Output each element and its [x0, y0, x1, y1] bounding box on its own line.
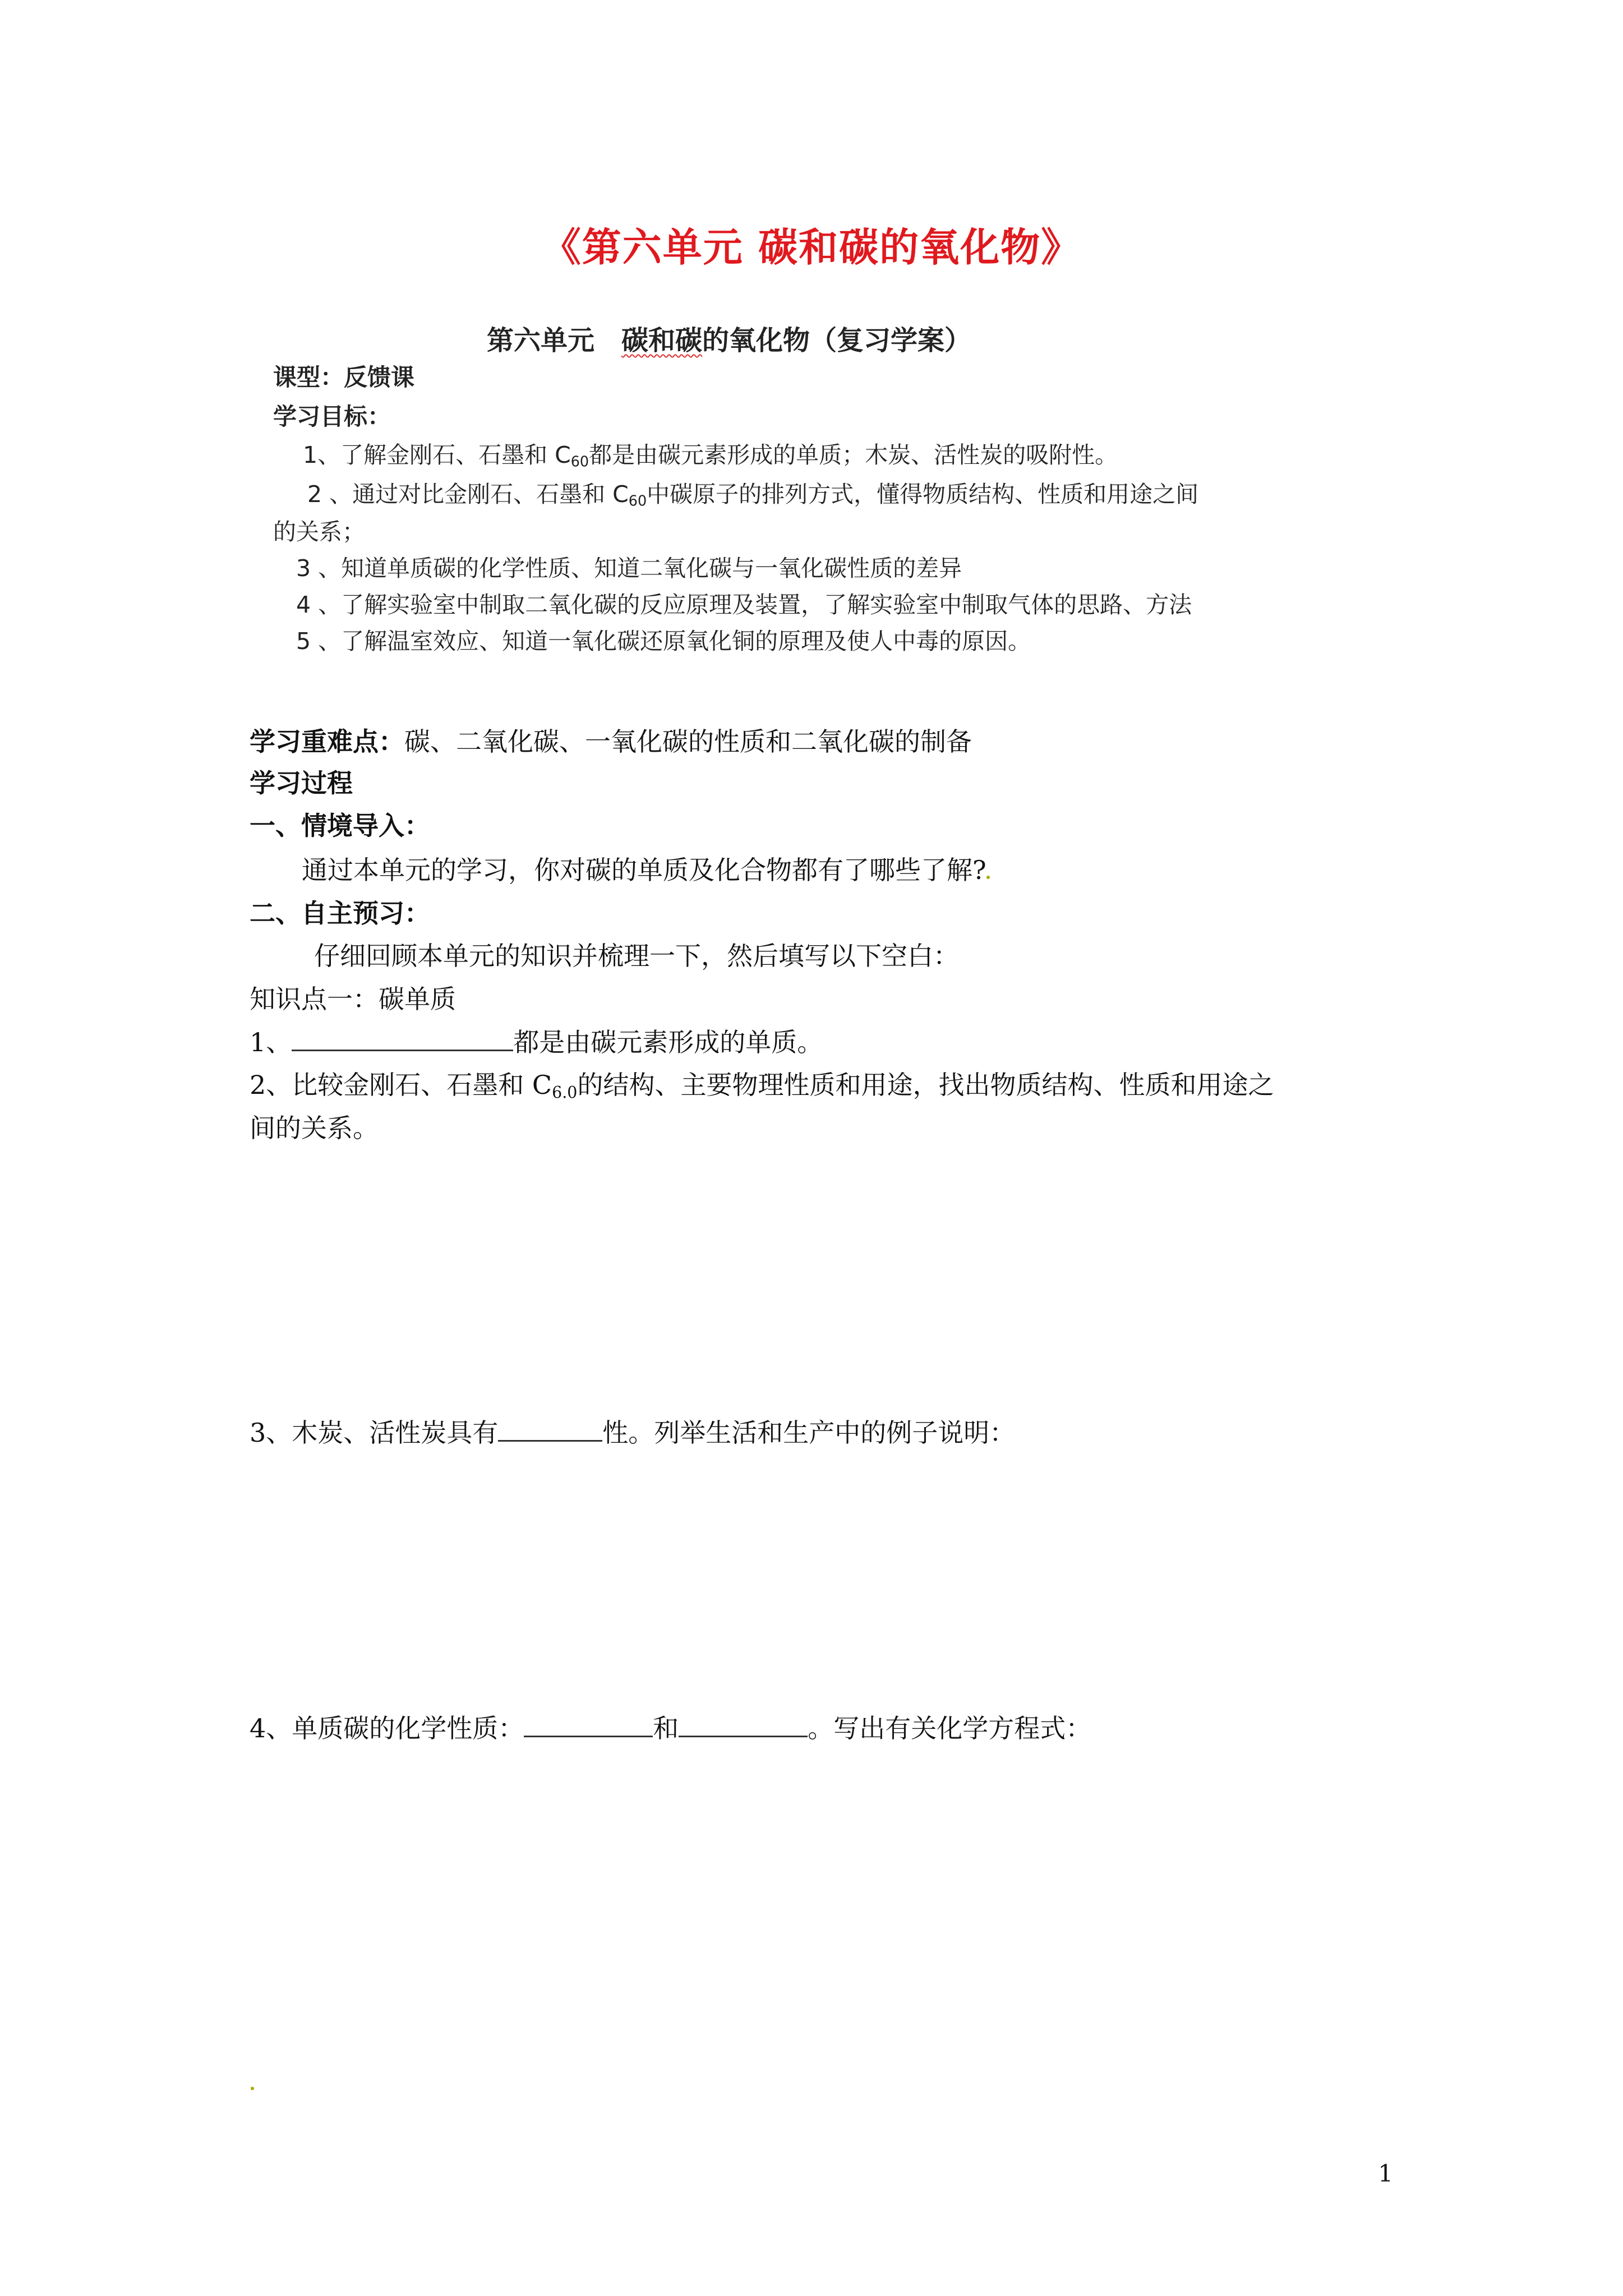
goal-item-continuation: 的关系； — [273, 518, 365, 545]
key-points-text: 碳、二氧化碳、一氧化碳的性质和二氧化碳的制备 — [404, 726, 972, 757]
subtitle-part-a: 第六单元 — [487, 325, 622, 356]
knowledge-point-label: 知识点一：碳单质 — [250, 984, 456, 1014]
section-text: 仔细回顾本单元的知识并梳理一下，然后填写以下空白： — [314, 941, 959, 971]
section-heading: 一、情境导入： — [250, 811, 430, 841]
goal-item: 2 、通过对比金刚石、石墨和 $C_{60}$中碳原子的排列方式，懂得物质结构、性质和用途之间 — [307, 481, 1199, 509]
fill-blank[interactable] — [498, 1419, 602, 1442]
subtitle-part-b: 的氧化物（复习学案） — [702, 325, 972, 356]
fill-blank[interactable] — [292, 1028, 513, 1051]
section-heading: 二、自主预习： — [250, 898, 430, 928]
question-1: 1、 都是由碳元素形成的单质。 — [250, 1027, 823, 1057]
key-points-label: 学习重难点： — [250, 726, 404, 757]
stray-mark — [251, 2087, 254, 2090]
subtitle-part-underlined: 碳和碳 — [621, 325, 703, 356]
worksheet-subtitle — [487, 319, 971, 357]
key-points — [250, 721, 972, 758]
question-4: 4、单质碳的化学性质： 和 。写出有关化学方程式： — [250, 1713, 1092, 1743]
fill-blank[interactable] — [679, 1714, 808, 1737]
process-heading: 学习过程 — [250, 768, 353, 798]
stray-mark — [986, 876, 990, 879]
fill-blank[interactable] — [524, 1714, 653, 1737]
lesson-type: 课型：反馈课 — [273, 364, 415, 391]
question-3: 3、木炭、活性炭具有 性。列举生活和生产中的例子说明： — [250, 1418, 1016, 1448]
section-text: 通过本单元的学习，你对碳的单质及化合物都有了哪些了解? — [302, 850, 990, 887]
page-number: 1 — [1378, 2160, 1393, 2187]
goals-heading: 学习目标： — [273, 403, 391, 430]
question-2-continuation: 间的关系。 — [250, 1113, 379, 1143]
goal-item: 1、了解金刚石、石墨和 $C_{60}$都是由碳元素形成的单质；木炭、活性炭的吸附性。 — [303, 441, 1118, 470]
document-title: 《第六单元 碳和碳的氧化物》 — [541, 224, 1082, 270]
goal-item: 5 、了解温室效应、知道一氧化碳还原氧化铜的原理及使人中毒的原因。 — [296, 628, 1031, 655]
goal-item: 4 、了解实验室中制取二氧化碳的反应原理及装置，了解实验室中制取气体的思路、方法 — [296, 591, 1192, 618]
goal-item: 3 、知道单质碳的化学性质、知道二氧化碳与一氧化碳性质的差异 — [296, 555, 962, 582]
question-2: 2、比较金刚石、石墨和 $C_{6.0}$的结构、主要物理性质和用途，找出物质结构、性质和用途之 — [250, 1070, 1274, 1102]
